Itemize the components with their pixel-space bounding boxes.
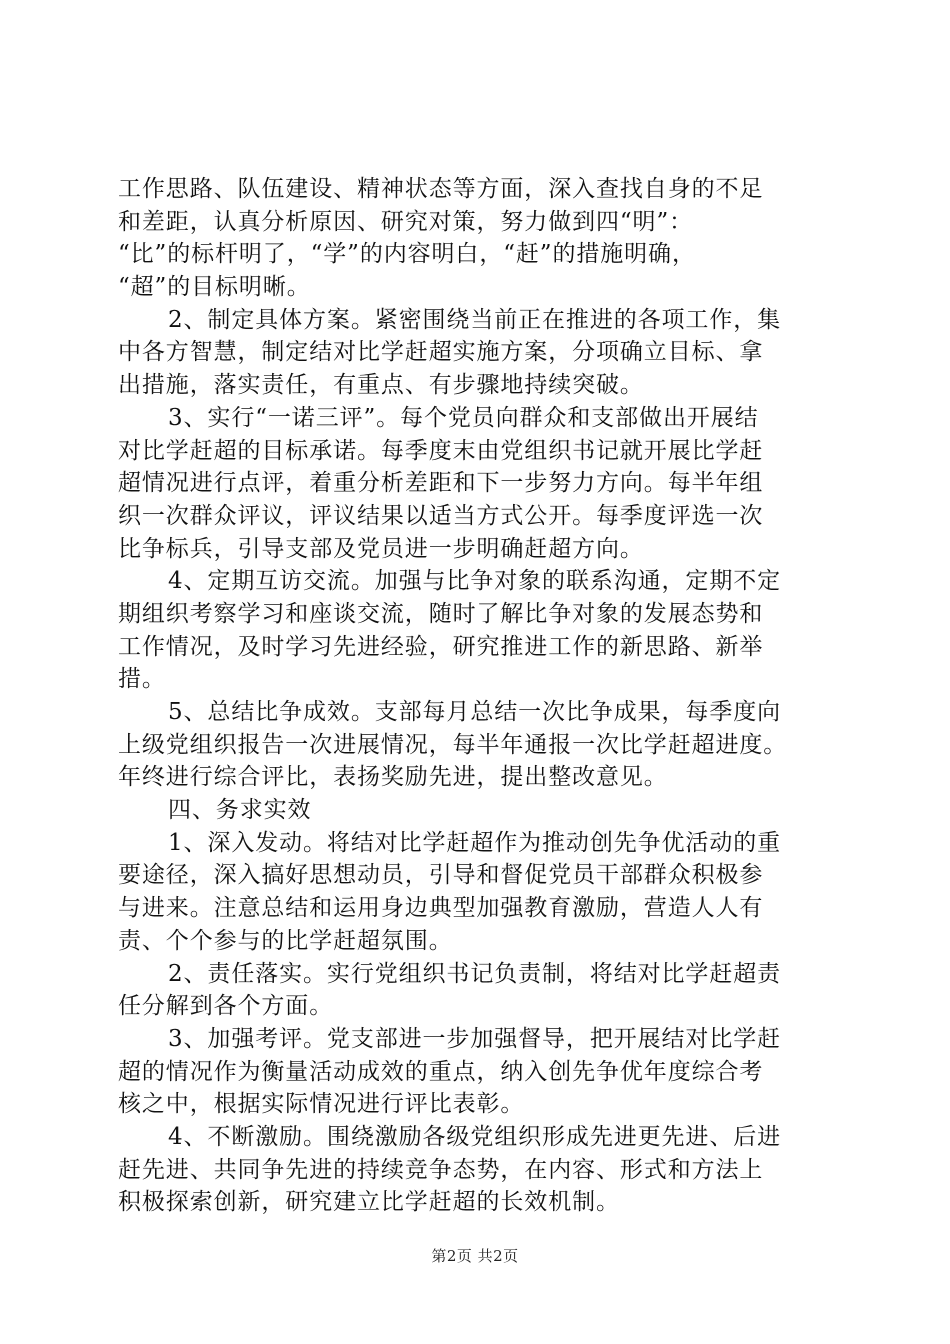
text-line: 核之中，根据实际情况进行评比表彰。: [118, 1091, 525, 1118]
text-line: 5、总结比争成效。支部每月总结一次比争成果，每季度向: [168, 699, 782, 725]
text-line: 中各方智慧，制定结对比学赶超实施方案，分项确立目标、拿: [118, 339, 764, 366]
text-line: 工作思路、队伍建设、精神状态等方面，深入查找自身的不足: [118, 176, 764, 202]
text-line: “比”的标杆明了，“学”的内容明白，“赶”的措施明确，: [118, 241, 696, 268]
text-line: 和差距，认真分析原因、研究对策，努力做到四“明”：: [118, 208, 694, 235]
text-line: 3、实行“一诺三评”。每个党员向群众和支部做出开展结: [168, 404, 759, 431]
text-line: 出措施，落实责任，有重点、有步骤地持续突破。: [118, 372, 644, 399]
text-line: 比争标兵，引导支部及党员进一步明确赶超方向。: [118, 535, 644, 562]
text-line: 对比学赶超的目标承诺。每季度末由党组织书记就开展比学赶: [118, 437, 764, 464]
text-line: 任分解到各个方面。: [118, 993, 334, 1020]
text-line: 4、不断激励。围绕激励各级党组织形成先进更先进、后进: [168, 1123, 782, 1150]
document-body: [118, 173, 838, 1219]
text-line: 赶先进、共同争先进的持续竞争态势，在内容、形式和方法上: [118, 1156, 764, 1183]
text-line: “超”的目标明晰。: [118, 274, 311, 301]
text-line: 四、务求实效: [168, 797, 312, 824]
text-line: 要途径，深入搞好思想动员，引导和督促党员干部群众积极参: [118, 862, 764, 889]
page-footer: 第2页 共2页: [431, 1247, 519, 1265]
text-line: 与进来。注意总结和运用身边典型加强教育激励，营造人人有: [118, 895, 764, 922]
text-line: 措。: [118, 666, 166, 693]
text-line: 责、个个参与的比学赶超氛围。: [118, 927, 453, 954]
text-line: 年终进行综合评比，表扬奖励先进，提出整改意见。: [118, 764, 668, 791]
text-line: 织一次群众评议，评议结果以适当方式公开。每季度评选一次: [118, 502, 764, 529]
text-line: 2、制定具体方案。紧密围绕当前正在推进的各项工作，集: [168, 306, 782, 333]
text-line: 3、加强考评。党支部进一步加强督导，把开展结对比学赶: [168, 1025, 782, 1052]
text-line: 期组织考察学习和座谈交流，随时了解比争对象的发展态势和: [118, 600, 764, 627]
text-line: 积极探索创新，研究建立比学赶超的长效机制。: [118, 1189, 620, 1216]
text-line: 4、定期互访交流。加强与比争对象的联系沟通，定期不定: [168, 568, 782, 595]
text-line: 上级党组织报告一次进展情况，每半年通报一次比学赶超进度。: [118, 731, 788, 758]
text-line: 工作情况，及时学习先进经验，研究推进工作的新思路、新举: [118, 633, 764, 660]
text-line: 超的情况作为衡量活动成效的重点，纳入创先争优年度综合考: [118, 1058, 764, 1085]
text-line: 2、责任落实。实行党组织书记负责制，将结对比学赶超责: [168, 960, 782, 987]
text-line: 超情况进行点评，着重分析差距和下一步努力方向。每半年组: [118, 470, 764, 497]
text-line: 1、深入发动。将结对比学赶超作为推动创先争优活动的重: [168, 829, 782, 856]
